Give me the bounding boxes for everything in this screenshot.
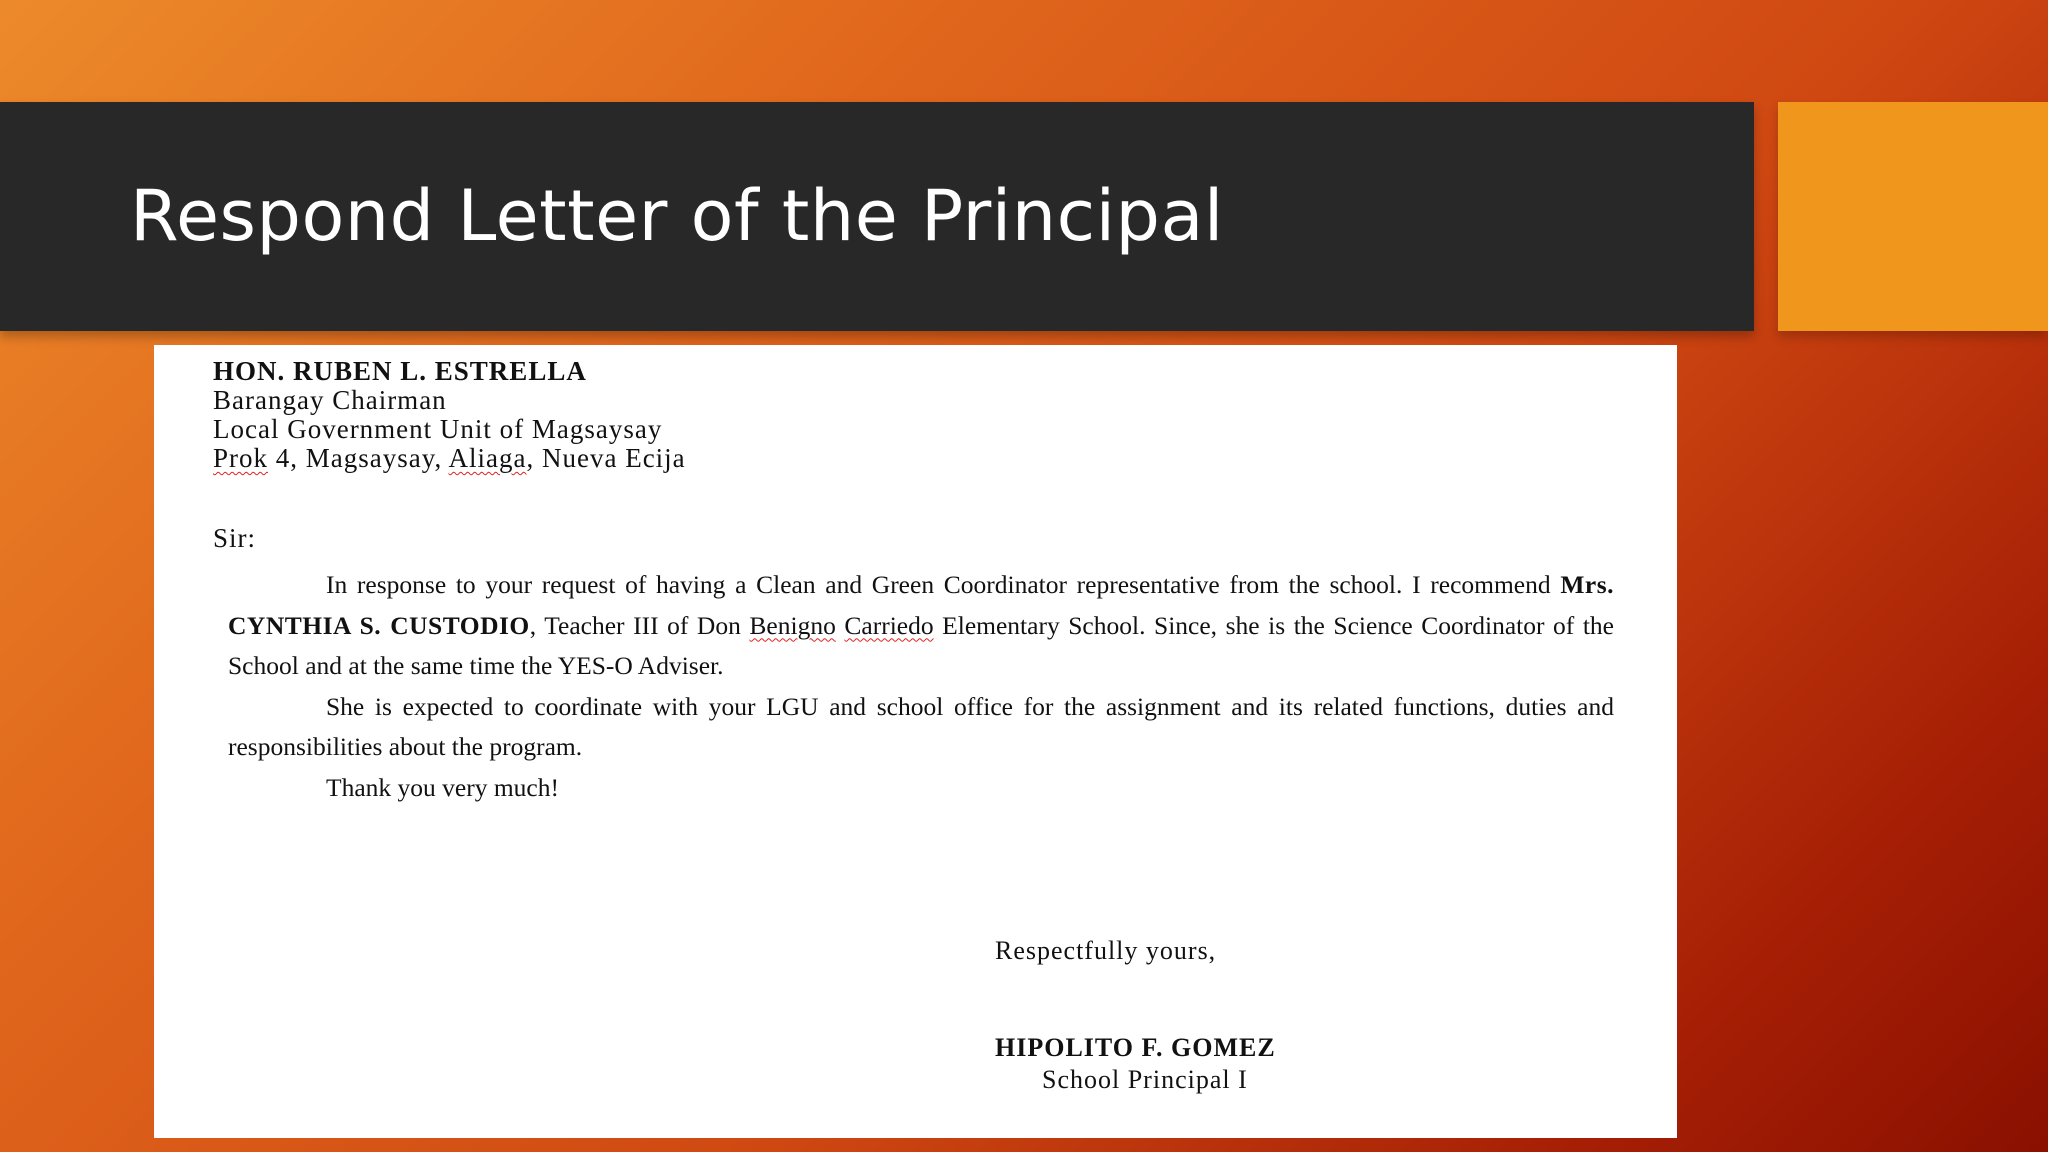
recipient-office: Local Government Unit of Magsaysay bbox=[213, 414, 663, 444]
recipient-position: Barangay Chairman bbox=[213, 385, 447, 415]
address-prok: Prok bbox=[213, 443, 269, 473]
paragraph-1-part-1: In response to your request of having a Clean and Green Coordinator representative from the school. I recommend bbox=[326, 570, 1561, 599]
slide-title: Respond Letter of the Principal bbox=[130, 175, 1224, 257]
letter-body bbox=[228, 565, 1614, 808]
recipient-name: HON. RUBEN L. ESTRELLA bbox=[213, 356, 587, 386]
paragraph-1-part-3: Elementary School. Since, she is the Science Coordinator of the School and at the same time the YES-O Adviser. bbox=[228, 610, 1614, 680]
word-carriedo: Carriedo bbox=[844, 610, 934, 640]
address-aliaga: Aliaga bbox=[448, 443, 527, 473]
signatory-title: School Principal I bbox=[1042, 1065, 1248, 1094]
paragraph-1-part-2: , Teacher III of Don bbox=[529, 610, 750, 640]
letter-image bbox=[154, 345, 1677, 1138]
paragraph-3: Thank you very much! bbox=[326, 772, 559, 802]
paragraph-2: She is expected to coordinate with your LGU and school office for the assignment and its related functions, duties and responsibilities about the program. bbox=[228, 691, 1614, 761]
accent-box bbox=[1778, 102, 2048, 331]
address-mid: 4, Magsaysay, bbox=[268, 443, 449, 473]
recipient-block bbox=[213, 357, 686, 473]
closing: Respectfully yours, bbox=[995, 936, 1217, 965]
paragraph-1 bbox=[228, 565, 1614, 687]
title-bar bbox=[0, 102, 1754, 331]
recipient-address bbox=[213, 444, 686, 473]
salutation: Sir: bbox=[213, 523, 257, 553]
recommended-name: Mrs. CYNTHIA S. CUSTODIO bbox=[228, 570, 1614, 640]
word-benigno: Benigno bbox=[749, 610, 836, 640]
signatory-name: HIPOLITO F. GOMEZ bbox=[995, 1033, 1276, 1062]
address-end: , Nueva Ecija bbox=[526, 443, 686, 473]
